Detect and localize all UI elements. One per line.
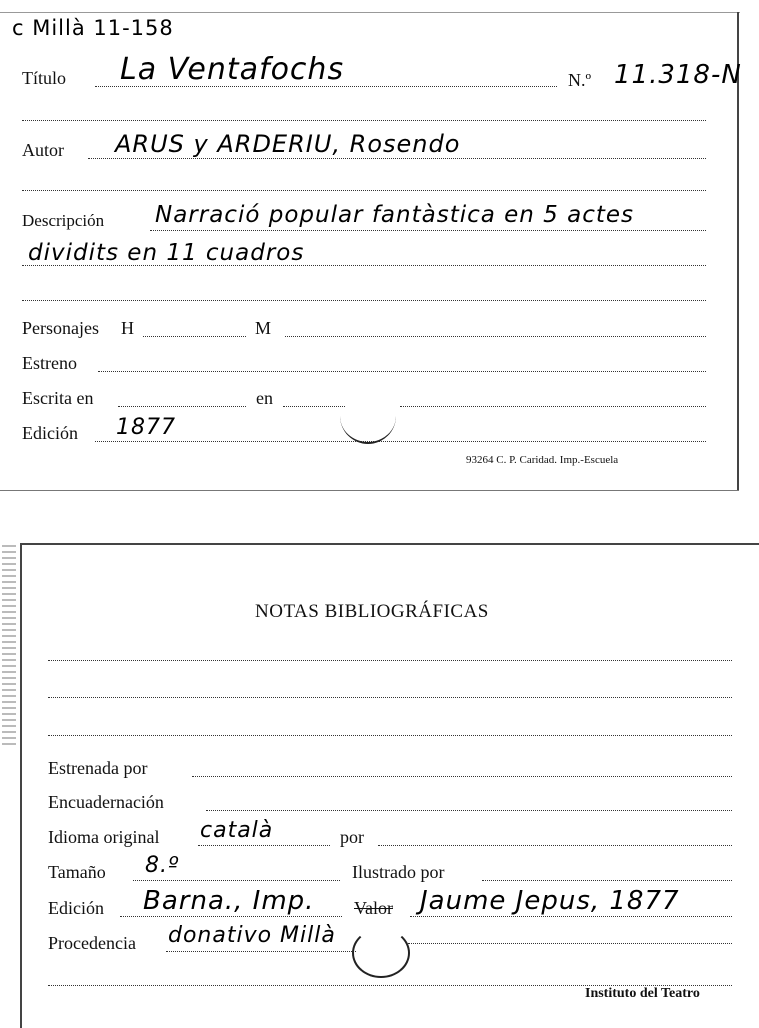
m-label: M <box>255 318 272 338</box>
descripcion-line-3 <box>22 300 706 301</box>
en-label: en <box>256 388 273 408</box>
autor-line-2 <box>22 190 706 191</box>
h-label: H <box>121 318 134 338</box>
reference-note: c Millà 11-158 <box>12 16 174 40</box>
ilustrado-line <box>482 880 732 881</box>
titulo-line-2 <box>22 120 706 121</box>
tamano-value: 8.º <box>145 853 180 878</box>
card-bottom-edge <box>0 490 739 491</box>
encuadernacion-line <box>206 810 732 811</box>
edicion-line <box>95 441 706 442</box>
personajes-label: Personajes <box>22 318 99 338</box>
descripcion-label: Descripción <box>22 211 105 230</box>
card-top-edge <box>0 12 740 13</box>
edicion2-line <box>120 916 342 917</box>
idioma-value: català <box>200 818 274 843</box>
descripcion-value-line1: Narració popular fantàstica en 5 actes <box>155 202 635 228</box>
punch-hole <box>340 396 396 444</box>
titulo-label: Título <box>22 68 66 88</box>
ilustrado-label: Ilustrado por <box>352 862 445 882</box>
por-line <box>378 845 732 846</box>
card-back-top-edge <box>20 543 759 545</box>
procedencia-line <box>166 951 356 952</box>
estreno-line <box>98 371 706 372</box>
tamano-label: Tamaño <box>48 862 106 882</box>
por-label: por <box>340 827 364 847</box>
m-line <box>285 336 706 337</box>
valor-value: Jaume Jepus, 1877 <box>420 886 680 916</box>
notas-line-1 <box>48 660 732 661</box>
procedencia-line-right <box>408 943 732 944</box>
autor-line <box>88 158 706 159</box>
numero-value: 11.318-N <box>614 60 742 90</box>
procedencia-value: donativo Millà <box>168 923 336 948</box>
edicion-label: Edición <box>22 423 78 443</box>
autor-label: Autor <box>22 140 64 160</box>
descripcion-line <box>150 230 706 231</box>
numero-label: N.º <box>568 70 592 90</box>
encuadernacion-label: Encuadernación <box>48 792 164 812</box>
h-line <box>143 336 246 337</box>
left-scan-noise <box>2 545 16 745</box>
idioma-label: Idioma original <box>48 827 160 847</box>
printer-credit: 93264 C. P. Caridad. Imp.-Escuela <box>466 454 619 466</box>
titulo-value: La Ventafochs <box>120 52 345 87</box>
escrita-line-right <box>400 406 706 407</box>
autor-value: ARUS y ARDERIU, Rosendo <box>115 130 461 158</box>
estrenada-line <box>192 776 732 777</box>
descripcion-value-line2: dividits en 11 cuadros <box>28 240 305 266</box>
estrenada-label: Estrenada por <box>48 758 148 778</box>
valor-line <box>410 916 732 917</box>
procedencia-label: Procedencia <box>48 933 136 953</box>
idioma-line <box>198 845 330 846</box>
notas-heading: NOTAS BIBLIOGRÁFICAS <box>255 601 489 622</box>
escrita-line <box>118 406 246 407</box>
edicion-value: 1877 <box>116 415 176 440</box>
tamano-line <box>133 880 340 881</box>
edicion2-label: Edición <box>48 898 104 918</box>
valor-label: Valor <box>354 898 393 918</box>
notas-line-3 <box>48 735 732 736</box>
descripcion-line-2 <box>22 265 706 266</box>
edicion2-value: Barna., Imp. <box>143 886 315 916</box>
estreno-label: Estreno <box>22 353 77 373</box>
en-line <box>283 406 345 407</box>
footer-institution: Instituto del Teatro <box>585 986 700 1001</box>
escrita-label: Escrita en <box>22 388 94 408</box>
notas-line-2 <box>48 697 732 698</box>
punch-hole-2 <box>352 928 410 978</box>
card-back-left-edge <box>20 543 22 1028</box>
